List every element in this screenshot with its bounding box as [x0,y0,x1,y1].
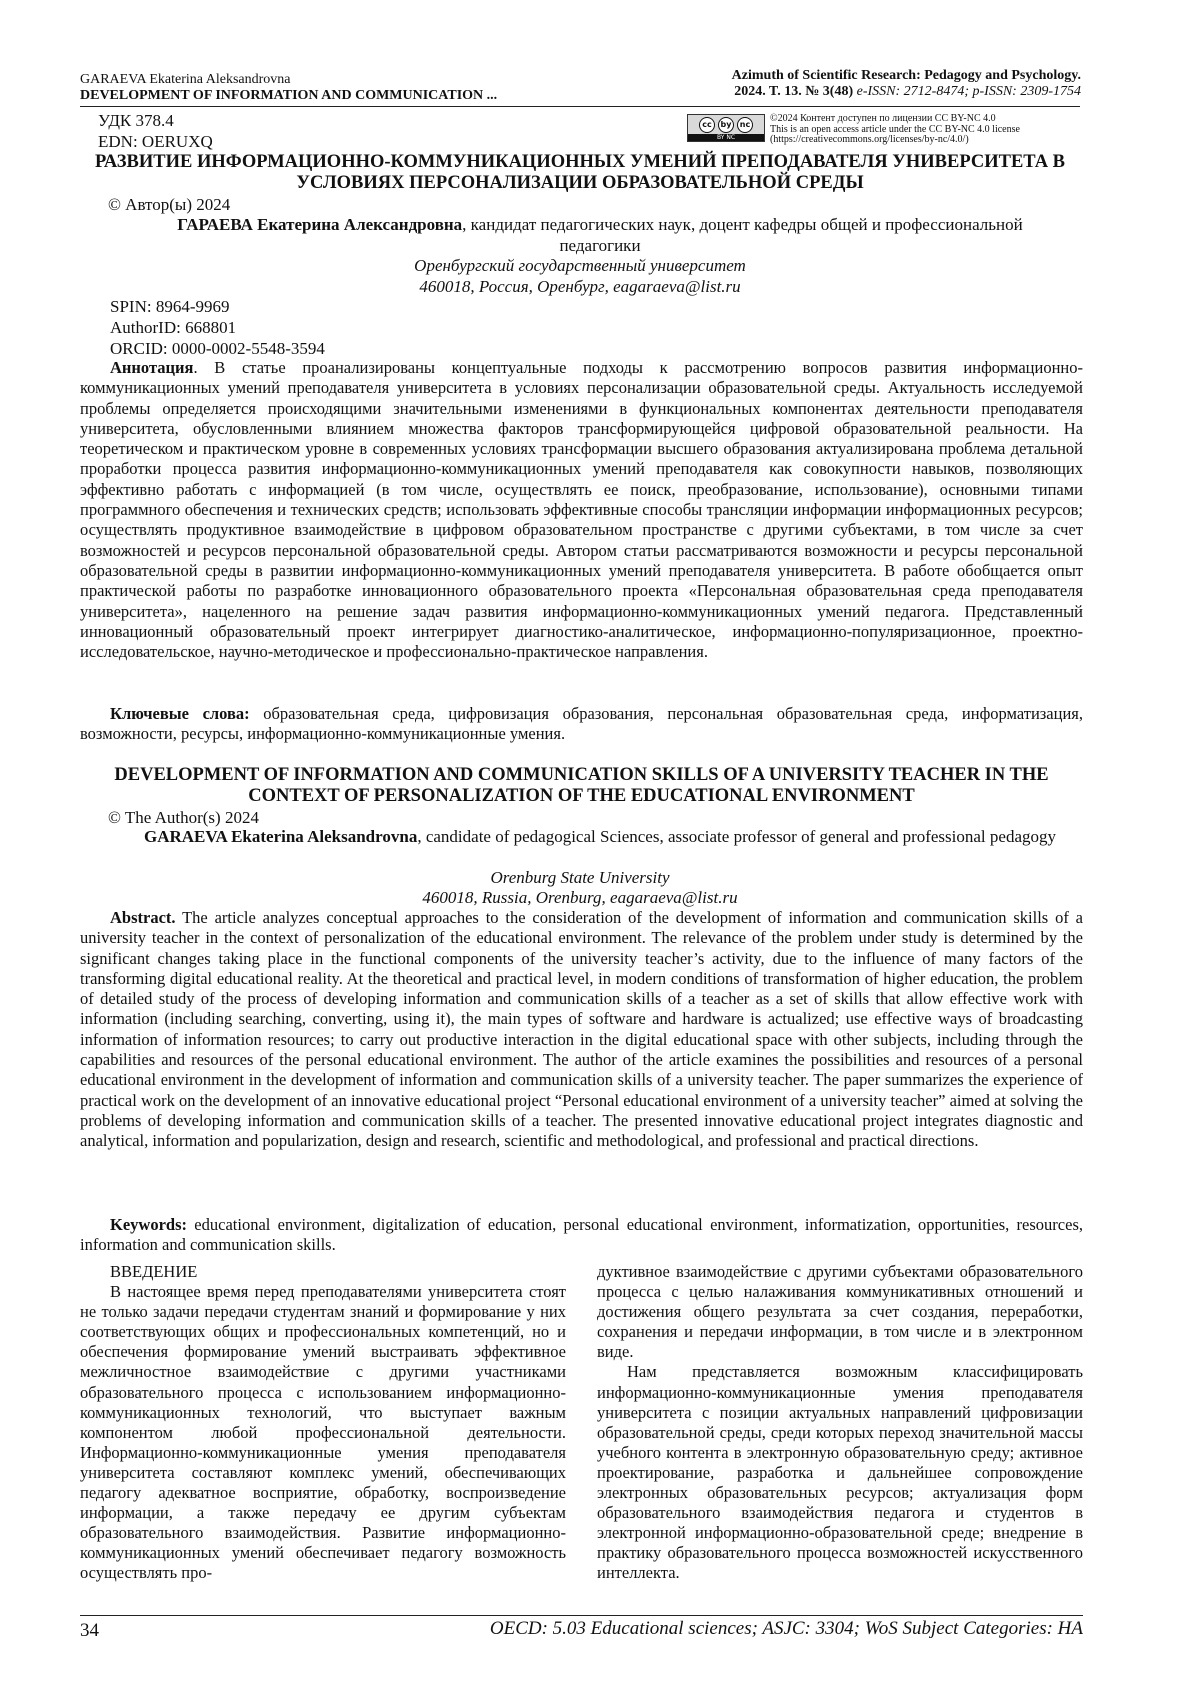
abstract-ru [80,358,1083,662]
orcid-id: ORCID: 0000-0002-5548-3594 [110,339,325,358]
abstract-en [80,908,1083,1152]
abstract-text-en: The article analyzes conceptual approaches to the consideration of the development of information and communication skills of a university teacher in the context of personalization of the educational environment. The relevance of the problem under study is determined by the significant changes taking place in the functional components of the university teacher’s activity, due to the influence of many factors of the transforming digital educational reality. At the theoretical and practical level, in modern conditions of transformation of higher education, the problem of detailed study of the process of developing information and communication skills of a teacher as a set of skills that allow effective work with information (including searching, converting, using it), the main types of software and hardware is actualized; use effective ways of broadcasting information of information resources; to carry out productive interaction in the digital educational space with other subjects, including through the capabilities and resources of the personal educational environment. The author of the article examines the possibilities and resources of a personal educational environment in the development of information and communication skills of a university teacher. The paper summarizes the experience of practical work on the development of an innovative educational project “Personal educational environment of a university teacher” aimed at solving the problems of developing information and communication skills of a teacher. The presented innovative educational project integrates diagnostic and analytical, information and popularization, design and research, scientific and methodological, and professional and practical directions. [80,908,1083,1151]
intro-paragraph-2: Нам представляется возможным классифицировать информационно-коммуникационные умения преподавателя университета с позиции актуальных направлений цифровизации образовательной среды, среди которых переход значительной массы учебного контента в электронную образовательную среду; активное проектирование, разработка и дальнейшее сопровождение электронных образовательных ресурсов; актуализация форм образовательного взаимодействия педагога и студентов в электронной информационно-образовательной среде; внедрение в практику образовательного процесса возможностей искусственного интеллекта. [597,1362,1083,1583]
nc-symbol: nc [737,117,753,133]
cc-badge-label: BY NC [688,134,764,141]
intro-right-column [597,1262,1083,1584]
license-text [770,114,1020,146]
header-issn: e-ISSN: 2712-8474; p-ISSN: 2309-1754 [856,84,1081,99]
page-number: 34 [80,1620,99,1641]
keywords-text-en: educational environment, digitalization of education, personal educational environment, informatization, opportunities, resources, information and communication skills. [80,1215,1083,1255]
author-name-en: GARAEVA Ekaterina Aleksandrovna [144,827,418,846]
header-author: GARAEVA Ekaterina Aleksandrovna [80,72,291,87]
spin-id: SPIN: 8964-9969 [110,297,230,316]
article-identifiers [98,110,213,152]
author-id: AuthorID: 668801 [110,318,237,337]
author-name-ru: ГАРАЕВА Екатерина Александровна [177,215,463,234]
author-ids [110,296,325,359]
intro-paragraph-1: В настоящее время перед преподавателями университета стоят не только задачи передачи студентам знаний и формирование у них соответствующих общих и профессиональных компетенций, но и обеспечения формирование умений выстраивать эффективное межличностное взаимодействие с другими участниками образовательного процесса с использованием информационно-коммуникационных технологий, что выступает важным компонентом любой профессиональной деятельности. Информационно-коммуникационные умения преподавателя университета составляют комплекс умений, обеспечивающих педагогу адекватное восприятие, обработку, воспроизведение информации, а также передачу ее другим субъектам образовательного взаимодействия. Развитие информационно-коммуникационных умений обеспечивает педагогу возможность осуществлять про- [80,1282,566,1583]
subject-classification: OECD: 5.03 Educational sciences; ASJC: 3304; WoS Subject Categories: HA [489,1618,1083,1639]
license-line-ru: ©2024 Контент доступен по лицензии CC BY-NC 4.0 [770,113,996,124]
header-short-title: DEVELOPMENT OF INFORMATION AND COMMUNICATION ... [80,88,498,103]
footer-divider [80,1615,1083,1616]
by-symbol: by [718,117,734,133]
article-title-en: DEVELOPMENT OF INFORMATION AND COMMUNICATION SKILLS OF A UNIVERSITY TEACHER IN THE CONTEXT OF PERSONALIZATION OF THE EDUCATIONAL ENVIRONMENT [114,765,1049,806]
university-en: Orenburg State University [490,868,670,887]
cc-by-nc-badge-icon [687,114,765,142]
header-journal: Azimuth of Scientific Research: Pedagogy and Psychology. [731,68,1081,83]
keywords-label-ru: Ключевые слова: [110,704,250,723]
copyright-ru: © Автор(ы) 2024 [108,195,231,214]
author-info-en [140,827,1060,847]
keywords-en [80,1215,1083,1256]
address-ru: 460018, Россия, Оренбург, eagaraeva@list.ru [419,277,741,296]
license-block [687,114,1077,146]
license-link[interactable]: (https://creativecommons.org/licenses/by-nc/4.0/) [770,134,969,145]
license-line-en: This is an open access article under the CC BY-NC 4.0 license [770,123,1020,135]
author-desc-ru: , кандидат педагогических наук, доцент кафедры общей и профессиональной педагогики [462,215,1023,255]
address-en: 460018, Russia, Orenburg, eagaraeva@list.ru [422,888,738,907]
university-ru: Оренбургский государственный университет [414,256,746,275]
abstract-text-ru: . В статье проанализированы концептуальные подходы к рассмотрению вопросов развития информационно-коммуникационных умений преподавателя университета в условиях персонализации образовательной среды. Актуальность исследуемой проблемы определяется происходящими значительными изменениями в функциональных компонентах деятельности преподавателя университета, обусловленными влиянием множества факторов трансформирующейся цифровой образовательной реальности. На теоретическом и практическом уровне в современных условиях трансформации высшего образования актуализирована проблема детальной проработки процесса развития информационно-коммуникационных умений преподавателя как совокупности навыков, позволяющих эффективно работать с информацией (в том числе, осуществлять ее поиск, преобразование, использование), основными типами программного обеспечения и технических средств; использовать эффективные способы трансляции информации информационных ресурсов; осуществлять продуктивное взаимодействие в цифровом образовательном пространстве с другими субъектами, в том числе за счет возможностей и ресурсов персональной образовательной среды. Автором статьи рассматриваются возможности и ресурсы персональной образовательной среды в развитии информационно-коммуникационных умений преподавателя университета. В работе обобщается опыт практической работы по разработке инновационного образовательного проекта «Персональная образовательная среда преподавателя университета», нацеленного на решение задач развития информационно-коммуникационных умений педагога. Представленный инновационный образовательный проект интегрирует диагностико-аналитическое, информационно-популяризационное, проектно-исследовательское, научно-методическое и профессионально-практическое направления. [80,358,1083,662]
cc-symbol: cc [699,117,715,133]
abstract-label-ru: Аннотация [110,358,194,377]
keywords-ru [80,704,1083,745]
author-info-ru [150,214,1050,256]
running-header-left [80,72,640,104]
intro-paragraph-1-cont: дуктивное взаимодействие с другими субъектами образовательного процесса с целью налаживания коммуникативных отношений и достижения общего результата за счет создания, переработки, сохранения и передачи информации, в том числе и в электронном виде. [597,1262,1083,1362]
author-desc-en: , candidate of pedagogical Sciences, associate professor of general and professional pedagogy [417,827,1056,846]
keywords-label-en: Keywords: [110,1215,187,1234]
keywords-text-ru: образовательная среда, цифровизация образования, персональная образовательная среда, информатизация, возможности, ресурсы, информационно-коммуникационные умения. [80,704,1083,744]
intro-heading: ВВЕДЕНИЕ [110,1262,198,1281]
affiliation-ru [80,255,1080,297]
edn-code: EDN: OERUXQ [98,132,213,151]
article-title-ru: РАЗВИТИЕ ИНФОРМАЦИОННО-КОММУНИКАЦИОННЫХ УМЕНИЙ ПРЕПОДАВАТЕЛЯ УНИВЕРСИТЕТА В УСЛОВИЯХ ПЕРСОНАЛИЗАЦИИ ОБРАЗОВАТЕЛЬНОЙ СРЕДЫ [94,152,1066,193]
header-divider [80,106,1080,107]
intro-left-column [80,1262,566,1584]
abstract-label-en: Abstract. [110,908,176,927]
header-issue-line [611,84,1081,100]
header-issue: 2024. T. 13. № 3(48) [734,84,854,99]
running-header-right [611,68,1081,100]
cc-badge-symbols [688,115,764,134]
copyright-en: © The Author(s) 2024 [108,808,259,827]
affiliation-en [80,868,1080,908]
udk-code: УДК 378.4 [98,111,174,130]
